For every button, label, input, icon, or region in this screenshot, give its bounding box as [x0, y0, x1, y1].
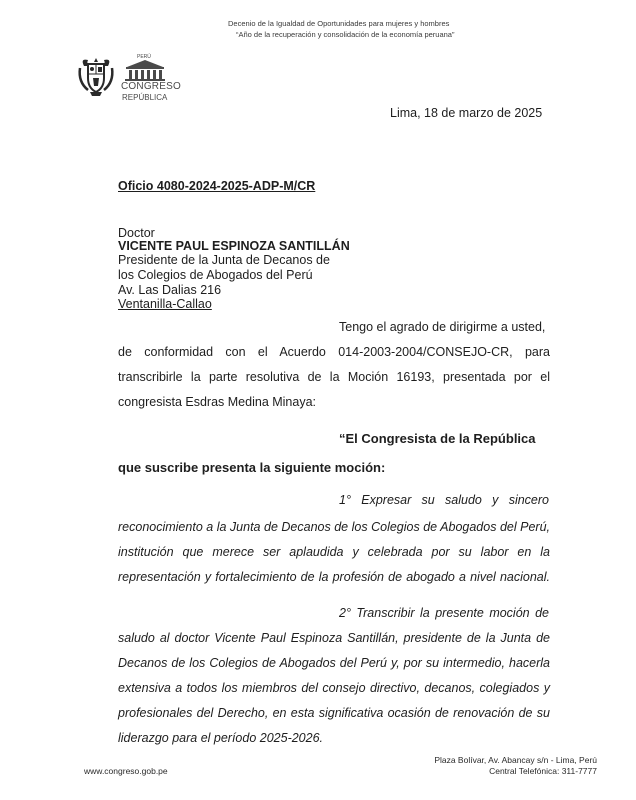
intro-line-3: transcribirle la parte resolutiva de la Moción 16193, presentada por el — [118, 370, 550, 384]
footer-phone: Central Telefónica: 311-7777 — [489, 766, 597, 776]
intro-line-1: Tengo el agrado de dirigirme a usted, — [339, 320, 546, 334]
point-1-line-2: reconocimiento a la Junta de Decanos de los Colegios de Abogados del Perú, — [118, 520, 550, 534]
congreso-logo — [121, 54, 181, 104]
point-2-line-2: saludo al doctor Vicente Paul Espinoza Santillán, presidente de la Junta de — [118, 631, 550, 645]
logo-republica-text: REPÚBLICA — [122, 93, 168, 102]
point-1-line-1: 1° Expresar su saludo y sincero — [339, 493, 549, 507]
congreso-building-icon — [123, 59, 167, 81]
anio-text: “Año de la recuperación y consolidación de la economía peruana” — [236, 30, 455, 39]
footer-address: Plaza Bolívar, Av. Abancay s/n - Lima, Perú — [434, 755, 597, 765]
point-2-line-4: extensiva a todos los miembros del consejo directivo, decanos, colegiados y — [118, 681, 550, 695]
intro-line-4: congresista Esdras Medina Minaya: — [118, 395, 317, 409]
recipient-address: Av. Las Dalias 216 — [118, 283, 222, 297]
point-2-line-3: Decanos de los Colegios de Abogados del Perú y, por su intermedio, hacerla — [118, 656, 550, 670]
recipient-position-1: Presidente de la Junta de Decanos de — [118, 253, 330, 267]
point-1-line-4: representación y fortalecimiento de la profesión de abogado a nivel nacional. — [118, 570, 550, 584]
intro-line-2: de conformidad con el Acuerdo 014-2003-2004/CONSEJO-CR, para — [118, 345, 550, 359]
recipient-name: VICENTE PAUL ESPINOZA SANTILLÁN — [118, 239, 350, 253]
decenio-text: Decenio de la Igualdad de Oportunidades para mujeres y hombres — [228, 19, 450, 28]
recipient-city: Ventanilla-Callao — [118, 297, 212, 311]
motion-heading-1: “El Congresista de la República — [339, 431, 536, 446]
recipient-title: Doctor — [118, 226, 155, 240]
point-1-line-3: institución que merece ser aplaudida y celebrada por su labor en la — [118, 545, 550, 559]
oficio-reference: Oficio 4080-2024-2025-ADP-M/CR — [118, 179, 316, 193]
letter-date: Lima, 18 de marzo de 2025 — [390, 106, 543, 120]
logo-peru-text: PERÚ — [137, 54, 151, 60]
point-2-line-1: 2° Transcribir la presente moción de — [339, 606, 549, 620]
footer-website: www.congreso.gob.pe — [84, 766, 168, 776]
escudo-seal-icon — [76, 56, 116, 98]
point-2-line-6: liderazgo para el período 2025-2026. — [118, 731, 324, 745]
logo-congreso-text: CONGRESO — [121, 81, 181, 92]
point-2-line-5: profesionales del Derecho, en esta significativa ocasión de renovación de su — [118, 706, 550, 720]
recipient-position-2: los Colegios de Abogados del Perú — [118, 268, 313, 282]
motion-heading-2: que suscribe presenta la siguiente moción: — [118, 460, 386, 475]
